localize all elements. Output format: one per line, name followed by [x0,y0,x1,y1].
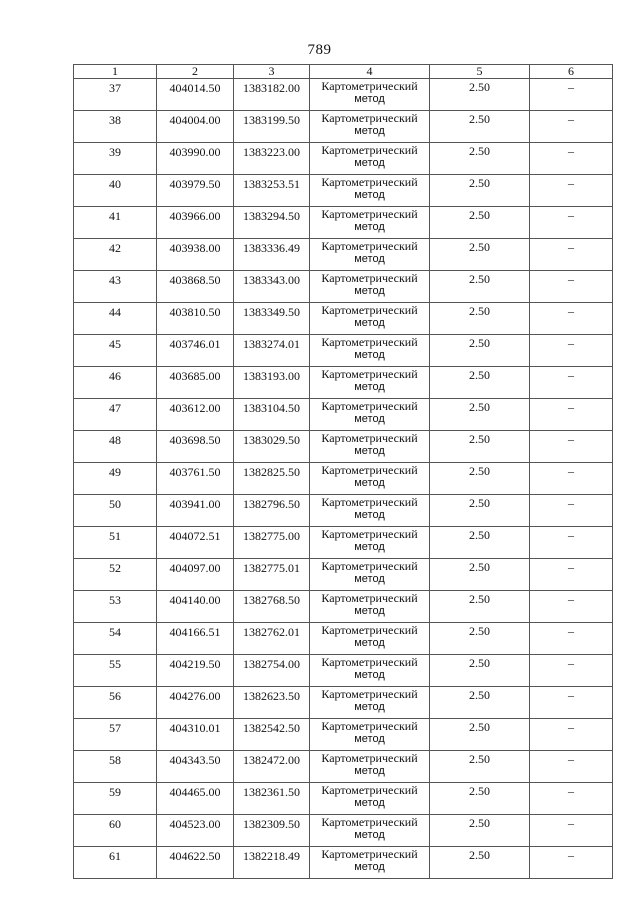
method-line2: метод [354,637,385,649]
method-cell [310,815,430,847]
table-row [74,239,613,271]
method-line1: Картометрический [321,239,418,253]
point-number: 43 [74,271,157,303]
method-cell [310,623,430,655]
coordinate-x: 403966.00 [157,207,234,239]
accuracy: 2.50 [430,79,530,111]
coordinate-x: 403979.50 [157,175,234,207]
accuracy: 2.50 [430,591,530,623]
coordinate-x: 403810.50 [157,303,234,335]
coordinate-x: 404004.00 [157,111,234,143]
note: – [530,815,613,847]
point-number: 48 [74,431,157,463]
note: – [530,111,613,143]
method-line1: Картометрический [321,79,418,93]
coordinate-x: 403612.00 [157,399,234,431]
method-cell [310,111,430,143]
accuracy: 2.50 [430,751,530,783]
point-number: 47 [74,399,157,431]
accuracy: 2.50 [430,719,530,751]
note: – [530,239,613,271]
coordinates-table [73,64,613,879]
coordinate-x: 404166.51 [157,623,234,655]
point-number: 42 [74,239,157,271]
table-row [74,495,613,527]
accuracy: 2.50 [430,815,530,847]
coordinate-x: 404310.01 [157,719,234,751]
method-line2: метод [354,125,385,137]
method-line1: Картометрический [321,431,418,445]
coordinate-y: 1382775.00 [234,527,310,559]
coordinate-x: 403941.00 [157,495,234,527]
note: – [530,431,613,463]
accuracy: 2.50 [430,111,530,143]
accuracy: 2.50 [430,239,530,271]
method-cell [310,495,430,527]
method-line2: метод [354,669,385,681]
accuracy: 2.50 [430,527,530,559]
note: – [530,623,613,655]
method-cell [310,687,430,719]
coordinate-y: 1383182.00 [234,79,310,111]
note: – [530,559,613,591]
coordinate-y: 1382623.50 [234,687,310,719]
column-header: 6 [530,65,613,79]
table-row [74,111,613,143]
coordinate-x: 404014.50 [157,79,234,111]
method-line2: метод [354,861,385,873]
method-line1: Картометрический [321,559,418,573]
accuracy: 2.50 [430,175,530,207]
note: – [530,495,613,527]
point-number: 61 [74,847,157,879]
point-number: 46 [74,367,157,399]
table-row [74,207,613,239]
note: – [530,175,613,207]
accuracy: 2.50 [430,335,530,367]
note: – [530,367,613,399]
accuracy: 2.50 [430,783,530,815]
coordinate-x: 404276.00 [157,687,234,719]
table-row [74,847,613,879]
coordinate-y: 1382754.00 [234,655,310,687]
coordinate-x: 404140.00 [157,591,234,623]
note: – [530,847,613,879]
method-cell [310,399,430,431]
point-number: 52 [74,559,157,591]
method-line1: Картометрический [321,399,418,413]
point-number: 54 [74,623,157,655]
method-cell [310,239,430,271]
method-line1: Картометрический [321,783,418,797]
table-row [74,271,613,303]
method-cell [310,783,430,815]
method-line2: метод [354,541,385,553]
accuracy: 2.50 [430,431,530,463]
method-line2: метод [354,605,385,617]
method-cell [310,751,430,783]
column-header: 3 [234,65,310,79]
point-number: 53 [74,591,157,623]
point-number: 44 [74,303,157,335]
coordinate-y: 1382472.00 [234,751,310,783]
coordinate-y: 1382768.50 [234,591,310,623]
coordinate-y: 1383274.01 [234,335,310,367]
coordinate-x: 403761.50 [157,463,234,495]
method-line2: метод [354,445,385,457]
note: – [530,783,613,815]
method-line2: метод [354,413,385,425]
coordinate-x: 404097.00 [157,559,234,591]
accuracy: 2.50 [430,495,530,527]
note: – [530,207,613,239]
method-line2: метод [354,509,385,521]
coordinate-y: 1382361.50 [234,783,310,815]
method-line1: Картометрический [321,495,418,509]
method-cell [310,431,430,463]
point-number: 39 [74,143,157,175]
note: – [530,79,613,111]
column-header: 4 [310,65,430,79]
table-body [74,79,613,879]
table-row [74,687,613,719]
method-cell [310,847,430,879]
coordinate-x: 404343.50 [157,751,234,783]
table-row [74,783,613,815]
note: – [530,719,613,751]
coordinate-y: 1382796.50 [234,495,310,527]
point-number: 38 [74,111,157,143]
method-line1: Картометрический [321,623,418,637]
coordinate-x: 403698.50 [157,431,234,463]
method-line1: Картометрический [321,111,418,125]
table-row [74,143,613,175]
note: – [530,687,613,719]
method-line2: метод [354,285,385,297]
accuracy: 2.50 [430,143,530,175]
column-header: 2 [157,65,234,79]
coordinate-y: 1382762.01 [234,623,310,655]
accuracy: 2.50 [430,367,530,399]
header-row [74,65,613,79]
method-line1: Картометрический [321,687,418,701]
method-line2: метод [354,317,385,329]
coordinate-x: 403938.00 [157,239,234,271]
method-line2: метод [354,221,385,233]
coordinate-y: 1383253.51 [234,175,310,207]
note: – [530,303,613,335]
coordinate-y: 1383199.50 [234,111,310,143]
method-line1: Картометрический [321,655,418,669]
method-line2: метод [354,381,385,393]
table-row [74,559,613,591]
method-cell [310,175,430,207]
accuracy: 2.50 [430,399,530,431]
column-header: 5 [430,65,530,79]
method-cell [310,335,430,367]
method-line2: метод [354,701,385,713]
method-line2: метод [354,733,385,745]
note: – [530,143,613,175]
table-row [74,431,613,463]
method-line1: Картометрический [321,303,418,317]
note: – [530,463,613,495]
method-cell [310,207,430,239]
method-line1: Картометрический [321,143,418,157]
table-row [74,623,613,655]
method-line1: Картометрический [321,463,418,477]
point-number: 58 [74,751,157,783]
coordinate-x: 404219.50 [157,655,234,687]
coordinate-y: 1382775.01 [234,559,310,591]
method-line2: метод [354,829,385,841]
method-cell [310,79,430,111]
page-number: 789 [307,42,332,58]
method-line1: Картометрический [321,175,418,189]
method-cell [310,655,430,687]
coordinate-x: 403868.50 [157,271,234,303]
point-number: 45 [74,335,157,367]
coordinate-x: 404523.00 [157,815,234,847]
method-line1: Картометрический [321,207,418,221]
table-row [74,815,613,847]
point-number: 59 [74,783,157,815]
point-number: 60 [74,815,157,847]
accuracy: 2.50 [430,207,530,239]
coordinate-y: 1383104.50 [234,399,310,431]
method-cell [310,559,430,591]
method-line2: метод [354,189,385,201]
method-line1: Картометрический [321,271,418,285]
coordinate-y: 1382309.50 [234,815,310,847]
coordinate-y: 1382825.50 [234,463,310,495]
point-number: 55 [74,655,157,687]
method-line2: метод [354,573,385,585]
table-row [74,303,613,335]
coordinate-y: 1382218.49 [234,847,310,879]
table-row [74,367,613,399]
coordinate-y: 1383349.50 [234,303,310,335]
table-row [74,591,613,623]
table-row [74,399,613,431]
accuracy: 2.50 [430,463,530,495]
accuracy: 2.50 [430,623,530,655]
method-line2: метод [354,157,385,169]
coordinate-x: 403685.00 [157,367,234,399]
method-line1: Картометрический [321,335,418,349]
method-line2: метод [354,93,385,105]
table-row [74,655,613,687]
method-line2: метод [354,477,385,489]
method-line2: метод [354,765,385,777]
table-row [74,527,613,559]
method-cell [310,719,430,751]
method-line1: Картометрический [321,751,418,765]
coordinate-y: 1383029.50 [234,431,310,463]
table-row [74,335,613,367]
accuracy: 2.50 [430,687,530,719]
table-row [74,719,613,751]
coordinate-x: 404465.00 [157,783,234,815]
method-line2: метод [354,797,385,809]
point-number: 41 [74,207,157,239]
method-cell [310,367,430,399]
coordinate-x: 404622.50 [157,847,234,879]
method-line1: Картометрический [321,815,418,829]
point-number: 40 [74,175,157,207]
coordinate-y: 1383193.00 [234,367,310,399]
table-row [74,463,613,495]
method-cell [310,303,430,335]
method-line1: Картометрический [321,719,418,733]
method-cell [310,271,430,303]
accuracy: 2.50 [430,271,530,303]
note: – [530,527,613,559]
note: – [530,271,613,303]
coordinate-x: 403746.01 [157,335,234,367]
note: – [530,751,613,783]
method-cell [310,591,430,623]
method-line2: метод [354,349,385,361]
point-number: 56 [74,687,157,719]
accuracy: 2.50 [430,303,530,335]
coordinate-y: 1383343.00 [234,271,310,303]
coordinate-y: 1383336.49 [234,239,310,271]
note: – [530,335,613,367]
table-row [74,175,613,207]
table-row [74,79,613,111]
coordinate-y: 1382542.50 [234,719,310,751]
method-line1: Картометрический [321,367,418,381]
method-cell [310,463,430,495]
coordinate-x: 403990.00 [157,143,234,175]
accuracy: 2.50 [430,559,530,591]
method-line1: Картометрический [321,847,418,861]
method-line1: Картометрический [321,527,418,541]
point-number: 49 [74,463,157,495]
accuracy: 2.50 [430,655,530,687]
table-row [74,751,613,783]
method-cell [310,143,430,175]
coordinate-y: 1383294.50 [234,207,310,239]
point-number: 51 [74,527,157,559]
note: – [530,591,613,623]
point-number: 37 [74,79,157,111]
accuracy: 2.50 [430,847,530,879]
point-number: 50 [74,495,157,527]
method-line1: Картометрический [321,591,418,605]
coordinate-y: 1383223.00 [234,143,310,175]
column-header: 1 [74,65,157,79]
coordinate-x: 404072.51 [157,527,234,559]
note: – [530,655,613,687]
point-number: 57 [74,719,157,751]
method-line2: метод [354,253,385,265]
method-cell [310,527,430,559]
note: – [530,399,613,431]
